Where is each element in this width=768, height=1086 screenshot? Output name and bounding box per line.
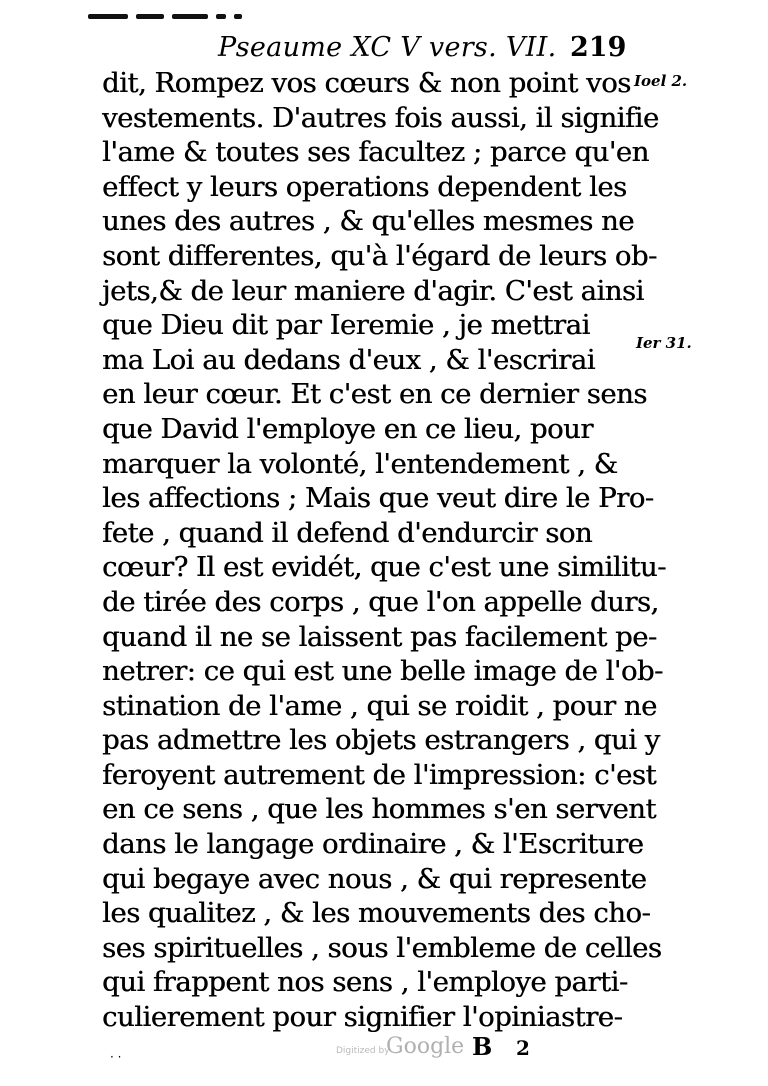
digitized-by-label: Digitized by xyxy=(336,1046,390,1056)
footer-ink-dots: · · xyxy=(110,1050,122,1064)
text-line: effect y leurs operations dependent les xyxy=(102,170,627,203)
google-watermark: Google xyxy=(386,1034,465,1059)
text-line: feroyent autrement de l'impression: c'est xyxy=(102,758,656,791)
text-line: que Dieu dit par Ieremie , je mettrai xyxy=(102,309,590,342)
text-line: pas admettre les objets estrangers , qui y xyxy=(102,724,660,757)
text-line: cœur? Il est evidét, que c'est une similitu- xyxy=(102,551,666,584)
text-line: ma Loi au dedans d'eux , & l'escrirai xyxy=(102,343,595,376)
text-line: marquer la volonté, l'entendement , & xyxy=(102,447,618,480)
text-line: vestements. D'autres fois aussi, il signifie xyxy=(102,101,659,134)
text-line: sont differentes, qu'à l'égard de leurs ob- xyxy=(102,239,657,272)
text-line: de tirée des corps , que l'on appelle durs, xyxy=(102,585,659,618)
signature-number: 2 xyxy=(516,1036,530,1060)
text-line: dans le langage ordinaire , & l'Escriture xyxy=(102,828,644,861)
text-line: en ce sens , que les hommes s'en servent xyxy=(102,793,656,826)
text-line: l'ame & toutes ses facultez ; parce qu'en xyxy=(102,136,649,169)
page-number: 219 xyxy=(570,32,627,63)
text-line: dit, Rompez vos cœurs & non point vos xyxy=(102,67,631,99)
footer xyxy=(0,1032,768,1072)
text-line: que David l'employe en ce lieu, pour xyxy=(102,412,593,445)
top-ink-smudge xyxy=(88,14,258,24)
signature-letter: B xyxy=(472,1032,493,1061)
text-line: netrer: ce qui est une belle image de l'ob- xyxy=(102,655,663,688)
text-line: stination de l'ame , qui se roidit , pour ne xyxy=(102,689,657,722)
text-line: quand il ne se laissent pas facilement pe- xyxy=(102,620,657,653)
text-line: en leur cœur. Et c'est en ce dernier sens xyxy=(102,378,647,411)
text-line: ses spirituelles , sous l'embleme de celles xyxy=(102,931,662,964)
text-line: qui begaye avec nous , & qui represente xyxy=(102,862,647,895)
text-line: fete , quand il defend d'endurcir son xyxy=(102,516,593,549)
text-line: unes des autres , & qu'elles mesmes ne xyxy=(102,205,634,238)
running-header xyxy=(200,30,640,70)
text-line: les qualitez , & les mouvements des cho- xyxy=(102,897,651,930)
text-line: qui frappent nos sens , l'employe parti- xyxy=(102,966,628,999)
text-line: jets,& de leur maniere d'agir. C'est ainsi xyxy=(102,274,644,307)
margin-note-jeremie: Ier 31. xyxy=(636,334,692,352)
running-title: Pseaume XC V vers. VII. xyxy=(218,32,557,63)
margin-note-joel: Ioel 2. xyxy=(634,72,688,90)
text-line: culierement pour signifier l'opiniastre- xyxy=(102,1001,623,1034)
text-line: les affections ; Mais que veut dire le Pro- xyxy=(102,482,654,515)
